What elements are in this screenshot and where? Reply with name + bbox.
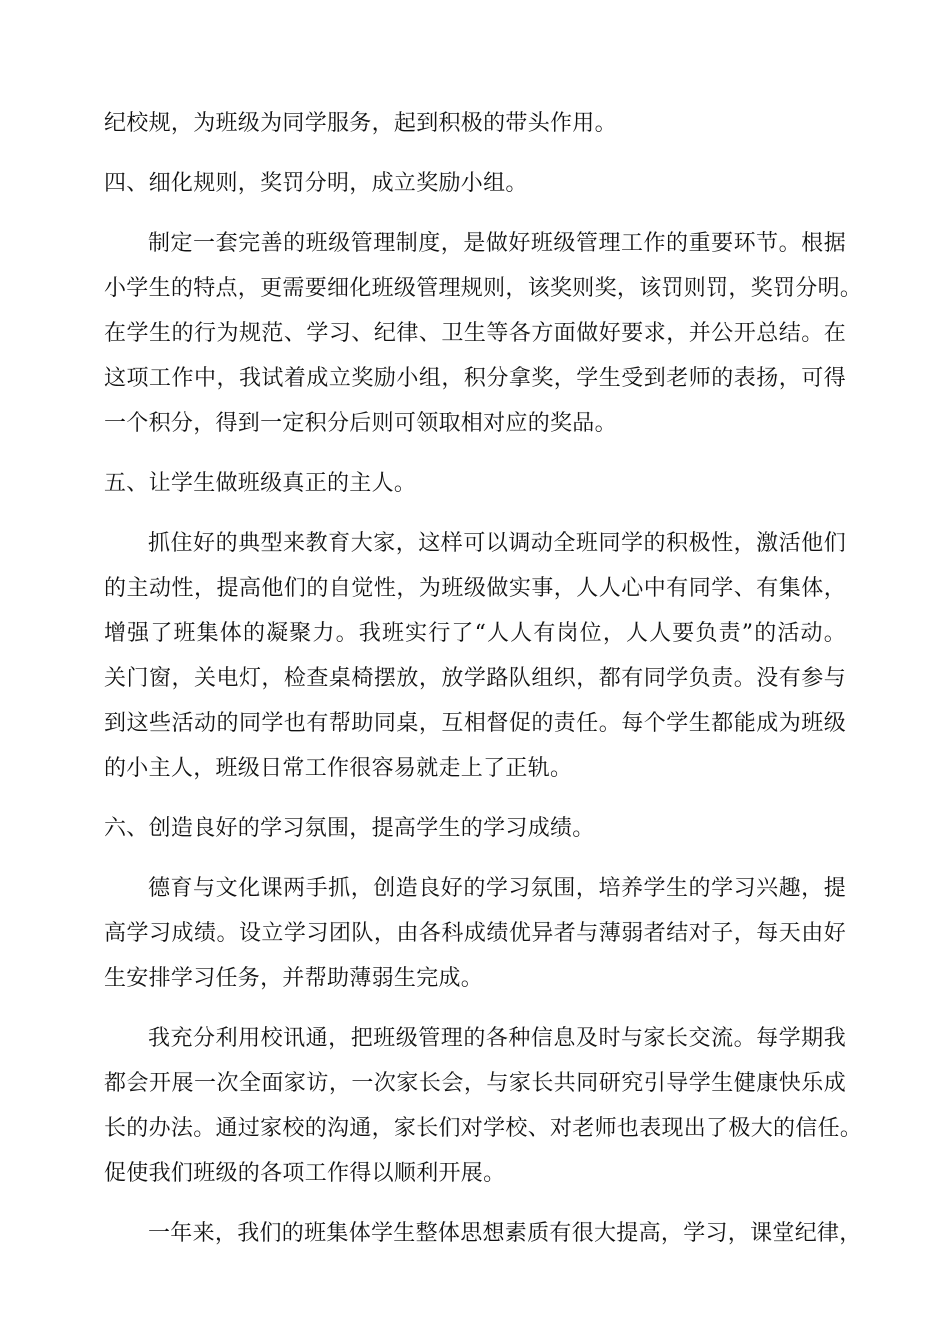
paragraph-line: 我充分利用校讯通，把班级管理的各种信息及时与家长交流。每学期我 [148,1026,846,1051]
paragraph-line: 德育与文化课两手抓，创造良好的学习氛围，培养学生的学习兴趣，提 [148,876,846,901]
section-heading: 六、创造良好的学习氛围，提高学生的学习成绩。 [104,816,595,841]
paragraph-line: 高学习成绩。设立学习团队，由各科成绩优异者与薄弱者结对子，每天由好 [104,921,846,946]
paragraph-line: 制定一套完善的班级管理制度，是做好班级管理工作的重要环节。根据 [148,231,846,256]
paragraph-line: 长的办法。通过家校的沟通，家长们对学校、对老师也表现出了极大的信任。 [104,1116,863,1141]
paragraph-line: 纪校规，为班级为同学服务，起到积极的带头作用。 [104,111,617,136]
section-heading: 五、让学生做班级真正的主人。 [104,471,417,496]
paragraph-line: 关门窗，关电灯，检查桌椅摆放，放学路队组织，都有同学负责。没有参与 [104,666,846,691]
paragraph-line: 的主动性，提高他们的自觉性，为班级做实事，人人心中有同学、有集体， [104,576,846,601]
paragraph-line: 小学生的特点，更需要细化班级管理规则，该奖则奖，该罚则罚，奖罚分明。 [104,276,863,301]
paragraph-line: 增强了班集体的凝聚力。我班实行了“人人有岗位，人人要负责”的活动。 [104,621,846,646]
paragraph-line: 一个积分，得到一定积分后则可领取相对应的奖品。 [104,411,617,436]
paragraph-line: 的小主人，班级日常工作很容易就走上了正轨。 [104,756,573,781]
paragraph-line: 这项工作中，我试着成立奖励小组，积分拿奖，学生受到老师的表扬，可得 [104,366,846,391]
paragraph-line: 一年来，我们的班集体学生整体思想素质有很大提高，学习，课堂纪律， [148,1221,862,1246]
paragraph-line: 抓住好的典型来教育大家，这样可以调动全班同学的积极性，激活他们 [148,531,846,556]
paragraph-line: 生安排学习任务，并帮助薄弱生完成。 [104,966,484,991]
section-heading: 四、细化规则，奖罚分明，成立奖励小组。 [104,171,528,196]
paragraph-line: 促使我们班级的各项工作得以顺利开展。 [104,1161,506,1186]
paragraph-line: 都会开展一次全面家访，一次家长会，与家长共同研究引导学生健康快乐成 [104,1071,846,1096]
paragraph-line: 到这些活动的同学也有帮助同桌，互相督促的责任。每个学生都能成为班级 [104,711,846,736]
paragraph-line: 在学生的行为规范、学习、纪律、卫生等各方面做好要求，并公开总结。在 [104,321,846,346]
